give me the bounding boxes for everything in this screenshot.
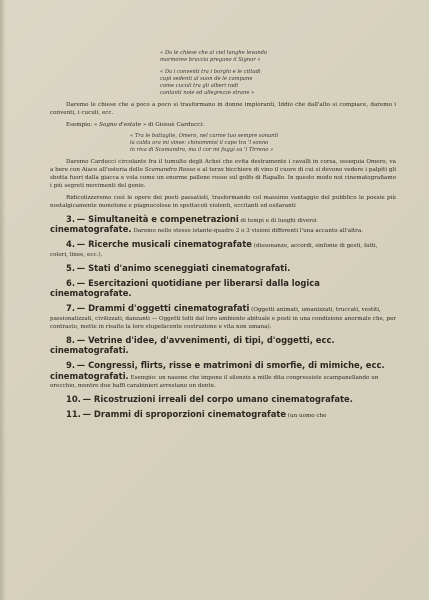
item-number: 5. bbox=[66, 262, 76, 273]
verse-quote-2 bbox=[130, 133, 396, 154]
esempio-suffix: » di Giosuè Carducci: bbox=[141, 122, 204, 128]
verse-line: « Da i conventi tra i borghi e le cittadi bbox=[160, 69, 261, 75]
paragraph-2-text: Daremo Carducci circolante fra il tumulto degli Achei che evita destramente i cavalli in corsa, ossequia Omero, va a bere con Aiace all'osteria dello bbox=[50, 159, 396, 173]
item-number: 6. bbox=[66, 278, 76, 289]
item-text: di tempi e di luoghi diversi bbox=[238, 218, 317, 224]
list-item bbox=[50, 395, 396, 405]
esempio-title: Sogno d'estate bbox=[99, 122, 142, 128]
item-heading: — Congressi, flirts, risse e matrimoni di smorfie, di mimiche, ecc. cinematografati. bbox=[50, 360, 385, 381]
item-number: 11. bbox=[66, 409, 81, 420]
item-heading: — Vetrine d'idee, d'avvenimenti, di tipi, d'oggetti, ecc. cinematografati. bbox=[50, 335, 335, 356]
verse-line: « Da le chiese che al ciel lunghe levando bbox=[160, 50, 268, 56]
item-heading: — Esercitazioni quotidiane per liberarsi dalla logica cinematografate. bbox=[50, 278, 320, 299]
item-number: 3. bbox=[66, 214, 76, 224]
list-item bbox=[50, 264, 396, 274]
item-number: 9. bbox=[66, 360, 76, 371]
verse-line: cupi sedenti al suon de le campane bbox=[160, 76, 253, 82]
list-item bbox=[50, 240, 396, 258]
item-heading: — Stati d'animo sceneggiati cinematografati. bbox=[76, 262, 291, 273]
list-item bbox=[50, 361, 396, 390]
item-text-cont: Daremo nello stesso istante-quadro 2 o 3 visioni differenti l'una accanto all'altra. bbox=[131, 228, 363, 235]
list-item bbox=[50, 215, 396, 235]
list-item bbox=[50, 336, 396, 356]
item-heading-cont: cinematografate. bbox=[50, 224, 132, 235]
paragraph-2-text-end: e al terzo bicchiere di vino il cuore di cui si devono vedere i palpiti gli sbotta fuori dalla giacca e vola come un enorme pallone rosso sul golfo di Rapallo. In questo modo noi cinematografiamo i più segreti movimenti del genio. bbox=[50, 167, 396, 189]
verse-line: cantanti noie ed allegrezze strane » bbox=[160, 90, 255, 96]
item-text: (dissonanze, accordi, sinfonie di gesti, fatti, colori, linee, ecc.). bbox=[50, 243, 378, 258]
item-heading: — Drammi d'oggetti cinematografati bbox=[76, 303, 250, 314]
item-heading: — Drammi di sproporzioni cinematografate bbox=[82, 409, 287, 420]
verse-line: come cuculi tra gli alberi radi bbox=[160, 83, 239, 89]
page-content bbox=[50, 50, 396, 420]
item-number: 4. bbox=[66, 239, 76, 250]
paragraph-2 bbox=[50, 158, 396, 190]
verse-quote-1 bbox=[160, 50, 396, 97]
item-heading: — Simultaneità e compenetrazioni bbox=[76, 214, 239, 224]
paragraph-3: Ridicolizzeremo così le opere dei poeti passatisti, trasformando col massimo vantaggio del pubblico le poesie più nostalgicamente monotone e piagnucolose in spettacoli violenti, eccitanti ed esilaranti bbox=[50, 195, 396, 209]
list-item bbox=[50, 410, 396, 420]
verse-line: « Tra le battaglie, Omero, nel carme tuo sempre sonanti bbox=[130, 133, 279, 139]
item-number: 10. bbox=[66, 394, 81, 405]
esempio-prefix: Esempio: « bbox=[66, 122, 100, 128]
item-heading: — Ricerche musicali cinematografate bbox=[76, 239, 252, 250]
paragraph-1: Daremo le chiese che a poco a poco si trasformano in donne imploranti, Iddio che dall'alto si compiace, daremo i conventi, i cuculi, ecc. bbox=[50, 102, 396, 116]
paragraph-2-italic: Scamandro Rosso bbox=[144, 167, 196, 173]
esempio-line bbox=[50, 121, 396, 129]
verse-line: marmoree braccia pregano il Signor » bbox=[160, 57, 261, 63]
verse-line: in riva di Scamandro, ma il cor mi fuggì su 'l Tirreno » bbox=[130, 147, 274, 153]
item-text: (Oggetti animati, umanizzati, truccati, vestiti, passionalizzati, civilizzati, danzanti — Oggetti tolti dal loro ambiente abituale e posti in una condizione anormale che, per contrasto, mette in risalto la loro stupefacente costruzione e vita non umana). bbox=[50, 307, 396, 330]
item-text: Esempio: un nasone che impone il silenzio a mille dita congressiste scampanellando un orecchio, mentre due baffi carabinieri arrestano un dente. bbox=[50, 374, 379, 389]
list-item bbox=[50, 304, 396, 331]
list-item bbox=[50, 279, 396, 299]
item-text: (un uomo che bbox=[286, 413, 327, 420]
item-number: 7. bbox=[66, 303, 76, 314]
item-heading: — Ricostruzioni irreali del corpo umano cinematografate. bbox=[82, 394, 353, 405]
item-number: 8. bbox=[66, 335, 76, 346]
verse-line: la calda ora mi vinse: chinommisi il capo tra 'l sonno bbox=[130, 140, 269, 146]
